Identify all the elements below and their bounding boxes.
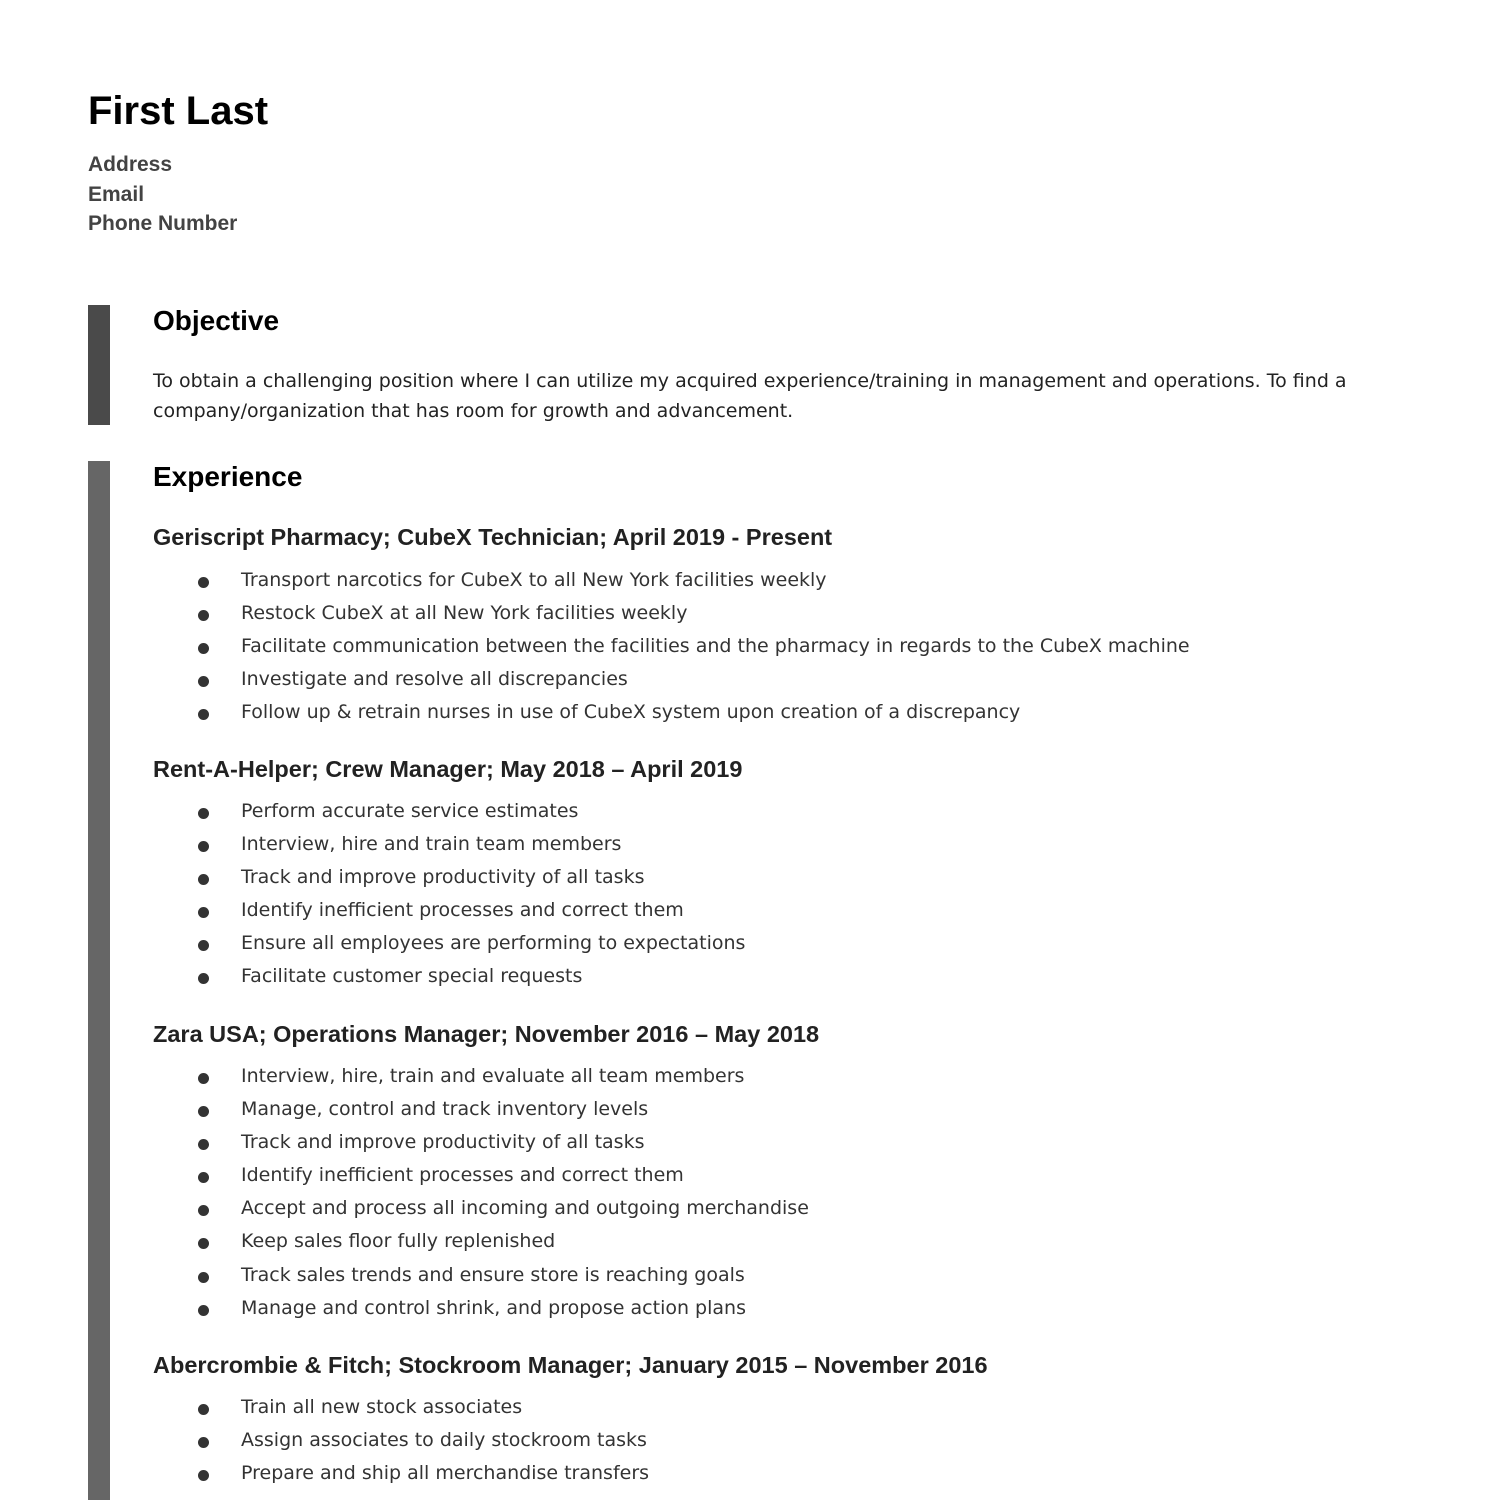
bullet-text: Identify inefficient processes and correct them: [241, 899, 684, 922]
bullet-icon: [198, 1470, 209, 1481]
objective-accent-bar: [88, 305, 110, 425]
bullet-icon: [198, 1205, 209, 1216]
bullet-text: Accept and process all incoming and outgoing merchandise: [241, 1197, 809, 1220]
bullet-icon: [198, 1172, 209, 1183]
job-title: Geriscript Pharmacy; CubeX Technician; April 2019 - Present: [153, 524, 833, 550]
contact-address: Address: [88, 153, 173, 176]
bullet-text: Track sales trends and ensure store is reaching goals: [241, 1263, 745, 1286]
bullet-icon: [198, 709, 209, 720]
job-title: Abercrombie & Fitch; Stockroom Manager; January 2015 – November 2016: [153, 1352, 988, 1378]
bullet-text: Interview, hire, train and evaluate all team members: [241, 1065, 745, 1087]
bullet-icon: [198, 874, 209, 885]
contact-phone: Phone Number: [88, 212, 238, 235]
bullet-icon: [198, 1073, 209, 1084]
objective-heading: Objective: [153, 305, 280, 336]
bullet-icon: [198, 676, 209, 687]
bullet-icon: [198, 940, 209, 951]
bullet-text: Track and improve productivity of all tasks: [241, 1131, 645, 1154]
candidate-name: First Last: [88, 89, 269, 133]
bullet-text: Assign associates to daily stockroom tasks: [241, 1429, 647, 1452]
bullet-icon: [198, 1404, 209, 1415]
bullet-text: Ensure all employees are performing to expectations: [241, 932, 746, 955]
bullet-text: Interview, hire and train team members: [241, 833, 622, 856]
bullet-text: Manage, control and track inventory levels: [241, 1098, 649, 1121]
contact-block: [88, 150, 237, 239]
bullet-text: Follow up & retrain nurses in use of CubeX system upon creation of a discrepancy: [241, 701, 1021, 724]
objective-text: To obtain a challenging position where I can utilize my acquired experience/training in management and operations. To find a company/organization that has room for growth and advancement.: [153, 370, 1347, 422]
bullet-icon: [198, 841, 209, 852]
bullet-icon: [198, 973, 209, 984]
experience-heading: Experience: [153, 461, 303, 492]
bullet-icon: [198, 907, 209, 918]
bullet-icon: [198, 808, 209, 819]
bullet-icon: [198, 643, 209, 654]
bullet-icon: [198, 1139, 209, 1150]
job-title: Zara USA; Operations Manager; November 2016 – May 2018: [153, 1021, 820, 1047]
bullet-icon: [198, 1305, 209, 1316]
bullet-text: Facilitate customer special requests: [241, 965, 583, 988]
bullet-text: Identify inefficient processes and correct them: [241, 1164, 684, 1187]
bullet-icon: [198, 610, 209, 621]
bullet-icon: [198, 1272, 209, 1283]
experience-accent-bar: [88, 461, 110, 1500]
bullet-text: Train all new stock associates: [241, 1396, 523, 1418]
bullet-icon: [198, 1106, 209, 1117]
bullet-text: Transport narcotics for CubeX to all New York facilities weekly: [241, 569, 827, 591]
bullet-text: Perform accurate service estimates: [241, 800, 579, 822]
job-title: Rent-A-Helper; Crew Manager; May 2018 – April 2019: [153, 756, 743, 782]
bullet-text: Investigate and resolve all discrepancies: [241, 668, 628, 691]
contact-email: Email: [88, 182, 145, 206]
bullet-text: Keep sales floor fully replenished: [241, 1230, 556, 1253]
bullet-text: Manage and control shrink, and propose action plans: [241, 1296, 746, 1319]
bullet-icon: [198, 577, 209, 588]
bullet-text: Track and improve productivity of all tasks: [241, 866, 645, 889]
bullet-text: Restock CubeX at all New York facilities weekly: [241, 602, 688, 625]
bullet-text: Facilitate communication between the facilities and the pharmacy in regards to the CubeX machine: [241, 635, 1190, 658]
bullet-icon: [198, 1238, 209, 1249]
bullet-icon: [198, 1437, 209, 1448]
bullet-text: Prepare and ship all merchandise transfers: [241, 1462, 650, 1485]
